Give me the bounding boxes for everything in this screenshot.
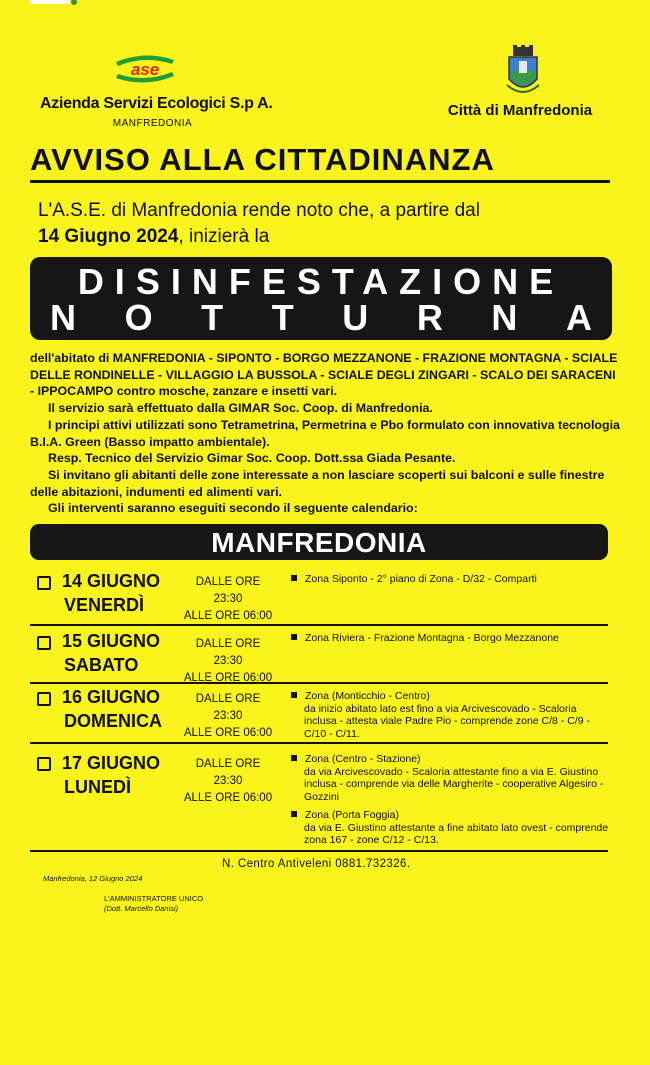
company-name: Azienda Servizi Ecologici S.p A.	[40, 95, 273, 112]
checkbox-icon	[37, 636, 51, 650]
intro-part-2: , inizierà la	[178, 226, 270, 247]
zone-detail: da inizio abitato lato est fino a via Arcivescovado - Scaloria inclusa - attesta viale Padre Pio - comprende zone C/8 - C/9 - C/10 - C/11.	[304, 702, 590, 740]
schedule-date: 15 GIUGNO	[62, 631, 161, 651]
schedule-date: 17 GIUGNO	[62, 753, 161, 773]
zone-title: Zona Riviera - Frazione Montagna - Borgo Mezzanone	[305, 632, 559, 644]
schedule-weekday: SABATO	[64, 655, 139, 675]
ase-logo-text: ase	[130, 60, 160, 79]
body-paragraph-ingredients: I principi attivi utilizzati sono Tetrametrina, Permetrina e Pbo formulato con innovativa tecnologia B.I.A. Green (Basso impatto ambientale).	[30, 417, 620, 449]
zone-detail: da via E. Giustino attestante a fine abitato lato ovest - comprende zona 167 - zone C/12 - C/13.	[304, 821, 609, 847]
schedule-zone	[291, 753, 611, 803]
ase-logo-icon	[110, 52, 180, 88]
bullet-icon	[291, 755, 297, 761]
checkbox-icon	[37, 692, 51, 706]
body-paragraph-warning: Si invitano gli abitanti delle zone interessate a non lasciare scoperti sui balconi e sulle finestre delle abitazioni, indumenti ed alimenti vari.	[30, 467, 605, 499]
schedule-times	[183, 574, 273, 625]
antiveleni-number: N. Centro Antiveleni 0881.732326.	[222, 858, 411, 870]
schedule-date: 16 GIUGNO	[62, 687, 161, 707]
banner-letter: U	[342, 297, 369, 338]
time-from: DALLE ORE 23:30	[195, 576, 261, 605]
schedule-zone	[291, 809, 611, 847]
body-paragraph-manager: Resp. Tecnico del Servizio Gimar Soc. Coop. Dott.ssa Giada Pesante.	[48, 451, 456, 466]
schedule-times	[183, 756, 273, 807]
notice-title: AVVISO ALLA CITTADINANZA	[30, 140, 610, 183]
banner-line-1: DISINFESTAZIONE	[77, 261, 565, 302]
bullet-icon	[291, 575, 297, 581]
zone-title: Zona (Centro - Stazione)	[305, 753, 421, 765]
row-divider	[30, 850, 608, 852]
top-fragment-icon	[30, 0, 80, 6]
time-to: ALLE ORE 06:00	[183, 792, 273, 804]
time-from: DALLE ORE 23:30	[195, 758, 261, 787]
zone-title: Zona (Monticchio - Centro)	[305, 690, 430, 702]
intro-part-1: L'A.S.E. di Manfredonia rende noto che, a partire dal	[38, 200, 480, 221]
banner-letter: T	[271, 297, 294, 338]
schedule-zone	[291, 690, 609, 740]
schedule-times	[183, 691, 273, 742]
zone-title: Zona Siponto - 2° piano di Zona - D/32 - Comparti	[305, 573, 537, 585]
banner-letter: O	[124, 297, 153, 338]
body-paragraph-calendar: Gli interventi saranno eseguiti secondo il seguente calendario:	[48, 501, 418, 516]
bullet-icon	[291, 634, 297, 640]
company-city: MANFREDONIA	[112, 118, 193, 129]
time-to: ALLE ORE 06:00	[183, 672, 273, 684]
place-date: Manfredonia, 12 Giugno 2024	[43, 874, 143, 883]
checkbox-icon	[37, 576, 51, 590]
schedule-times	[183, 636, 273, 687]
schedule-zone	[291, 632, 611, 645]
time-to: ALLE ORE 06:00	[183, 727, 273, 739]
notice-body	[30, 350, 622, 517]
schedule-date: 14 GIUGNO	[62, 571, 161, 591]
administrator-signature	[104, 894, 203, 914]
bullet-icon	[291, 692, 297, 698]
row-divider	[30, 624, 608, 626]
schedule-weekday: DOMENICA	[64, 711, 162, 731]
bullet-icon	[291, 811, 297, 817]
time-to: ALLE ORE 06:00	[183, 610, 273, 622]
admin-name: (Dott. Marcello Danisi)	[104, 904, 179, 913]
body-paragraph-areas: dell'abitato di MANFREDONIA - SIPONTO - BORGO MEZZANONE - FRAZIONE MONTAGNA - SCIALE DELLE RONDINELLE - VILLAGGIO LA BUSSOLA - SCIALE DEGLI ZINGARI - SCALO DEI SARACENI - IPPOCAMPO contro mosche, zanzare e insetti vari.	[30, 351, 618, 399]
admin-title: L'AMMINISTRATORE UNICO	[104, 894, 204, 903]
banner-letter: R	[416, 297, 443, 338]
intro-text	[38, 198, 638, 250]
zone-detail: da via Arcivescovado - Scaloria attestante fino a via E. Giustino inclusa - comprende via delle Margherite - cooperative Algesiro - Gozzini	[304, 765, 604, 803]
zone-title: Zona (Porta Foggia)	[305, 809, 399, 821]
body-paragraph-service: Il servizio sarà effettuato dalla GIMAR Soc. Coop. di Manfredonia.	[48, 401, 433, 416]
city-name: Città di Manfredonia	[447, 102, 593, 119]
schedule-zone	[291, 573, 611, 586]
disinfestation-banner	[30, 257, 612, 340]
city-crest-icon	[505, 45, 541, 97]
banner-letter: T	[201, 297, 224, 338]
schedule-weekday: LUNEDÌ	[64, 777, 131, 797]
row-divider	[30, 682, 608, 684]
time-from: DALLE ORE 23:30	[195, 693, 261, 722]
checkbox-icon	[37, 757, 51, 771]
banner-letter: N	[50, 297, 76, 338]
banner-line-2	[30, 299, 612, 337]
banner-letter: A	[565, 297, 592, 338]
intro-date: 14 Giugno 2024	[38, 226, 179, 247]
schedule-city-header: MANFREDONIA	[30, 524, 608, 560]
time-from: DALLE ORE 23:30	[195, 638, 261, 667]
schedule-weekday: VENERDÌ	[64, 595, 145, 615]
row-divider	[30, 742, 608, 744]
banner-letter: N	[491, 297, 518, 338]
